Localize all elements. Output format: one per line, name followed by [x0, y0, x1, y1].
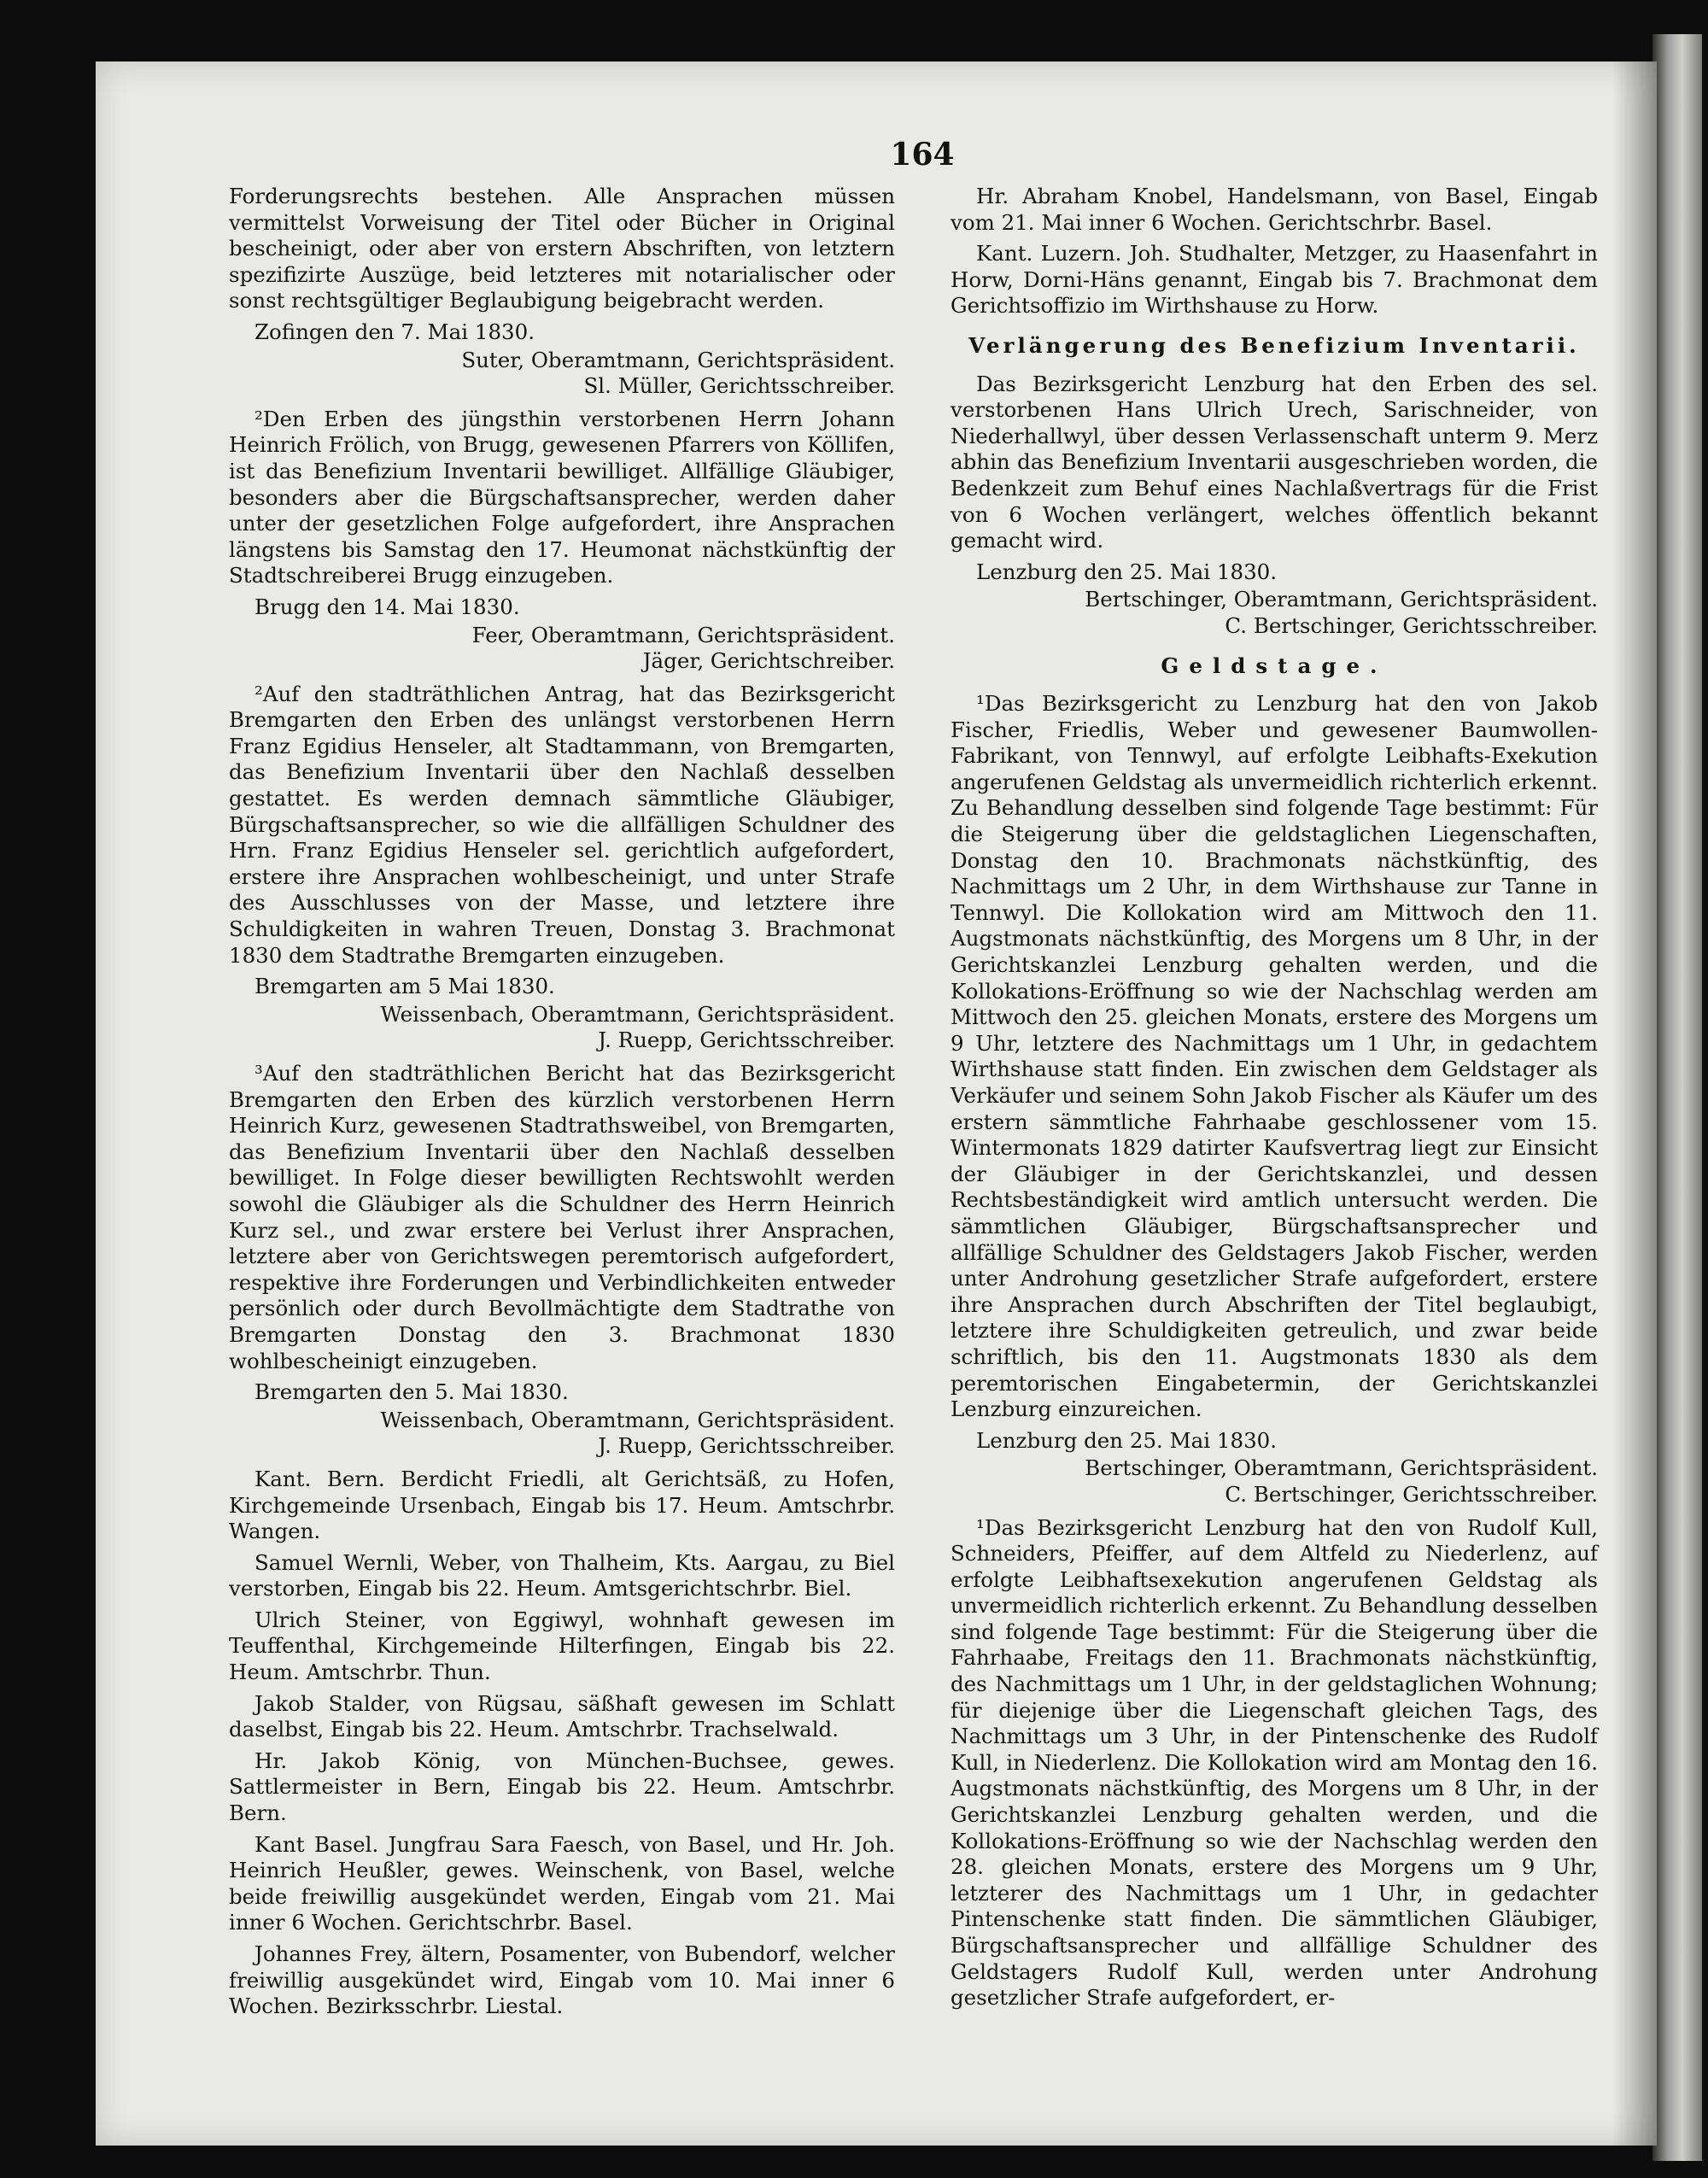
- signature: Weissenbach, Oberamtmann, Gerichtspräsident.: [380, 1407, 895, 1432]
- paragraph: Samuel Wernli, Weber, von Thalheim, Kts. Aargau, zu Biel verstorben, Eingab bis 22. Heum. Amtsgerichtschrbr. Biel.: [229, 1549, 895, 1601]
- paragraph: Das Bezirksgericht Lenzburg hat den Erben des sel. verstorbenen Hans Ulrich Urech, Sarischneider, von Niederhallwyl, über dessen Verlassenschaft unterm 9. Merz abhin das Benefizium Inventarii ausgeschrieben worden, die Bedenkzeit zum Behuf eines Nachlaßvertrags für die Frist von 6 Wochen verlängert, welches öffentlich bekannt gemacht wird.: [951, 371, 1598, 553]
- date-line: Brugg den 14. Mai 1830.: [254, 594, 520, 619]
- paragraph: Johannes Frey, ältern, Posamenter, von Bubendorf, welcher freiwillig ausgekündet wird, Eingab vom 10. Mai inner 6 Wochen. Bezirksschrbr. Liestal.: [229, 1941, 895, 2019]
- date-line: Zofingen den 7. Mai 1830.: [254, 319, 535, 344]
- signature: C. Bertschinger, Gerichtsschreiber.: [1225, 612, 1598, 638]
- paragraph: Kant Basel. Jungfrau Sara Faesch, von Basel, und Hr. Joh. Heinrich Heußler, gewes. Weinschenk, von Basel, welche beide freiwillig ausgekündet werden, Eingab vom 21. Mai inner 6 Wochen. Gerichtschrbr. Basel.: [229, 1831, 895, 1935]
- date-line: Bremgarten am 5 Mai 1830.: [254, 974, 555, 999]
- paragraph: ³Auf den stadträthlichen Bericht hat das Bezirksgericht Bremgarten den Erben des kürzlich verstorbenen Herrn Heinrich Kurz, gewesenen Stadtrathsweibel, von Bremgarten, das Benefizium Inventarii über den Nachlaß desselben bewilliget. In Folge dieser bewilligten Rechtswohlt werden sowohl die Gläubiger als die Schuldner des Herrn Heinrich Kurz sel., und zwar erstere bei Verlust ihrer Ansprachen, letztere aber von Gerichtswegen peremtorisch aufgefordert, respektive ihre Forderungen und Verbindlichkeiten entweder persönlich oder durch Bevollmächtigte dem Stadtrathe von Bremgarten Donstag den 3. Brachmonat 1830 wohlbescheinigt einzugeben.: [229, 1061, 895, 1373]
- paragraph: Kant. Luzern. Joh. Studhalter, Metzger, zu Haasenfahrt in Horw, Dorni-Häns genannt, Eingab bis 7. Brachmonat dem Gerichtsoffizio im Wirthshause zu Horw.: [951, 241, 1598, 319]
- paragraph: Kant. Bern. Berdicht Friedli, alt Gerichtsäß, zu Hofen, Kirchgemeinde Ursenbach, Eingab bis 17. Heum. Amtschrbr. Wangen.: [229, 1466, 895, 1544]
- paragraph: Hr. Jakob König, von München-Buchsee, gewes. Sattlermeister in Bern, Eingab bis 22. Heum. Amtschrbr. Bern.: [229, 1748, 895, 1826]
- page-number: 164: [890, 137, 955, 173]
- date-line: Lenzburg den 25. Mai 1830.: [976, 1427, 1278, 1453]
- signature: Bertschinger, Oberamtmann, Gerichtspräsident.: [1085, 587, 1598, 612]
- date-line: Bremgarten den 5. Mai 1830.: [254, 1379, 569, 1405]
- paragraph: ¹Das Bezirksgericht Lenzburg hat den von Rudolf Kull, Schneiders, Pfeiffer, auf dem Altfeld zu Niederlenz, auf erfolgte Leibhaftsexekution angerufenen Geldstag als unvermeidlich richterlich erkennt. Zu Behandlung desselben sind folgende Tage bestimmt: Für die Steigerung über die Fahrhaabe, Freitags den 11. Brachmonats nächstkünftig, des Nachmittags um 1 Uhr, in der geldstaglichen Wohnung; für diejenige über die Liegenschaft gleichen Tags, des Nachmittags um 3 Uhr, in der Pintenschenke des Rudolf Kull, in Niederlenz. Die Kollokation wird am Montag den 16. Augstmonats nächstkünftig, des Morgens um 8 Uhr, in der Gerichtskanzlei Lenzburg gehalten werden, und die Kollokations-Eröffnung so wie der Nachschlag werden den 28. gleichen Monats, erstere des Morgens um 9 Uhr, letzterer des Nachmittags um 1 Uhr, in gedachter Pintenschenke statt finden. Die sämmtlichen Gläubiger, Bürgschaftsansprecher und allfällige Schuldner des Geldstagers Rudolf Kull, werden unter Androhung gesetzlicher Strafe aufgefordert, er-: [951, 1514, 1598, 2011]
- section-heading: Geldstage.: [1161, 653, 1388, 678]
- section-heading: Verlängerung des Benefizium Inventarii.: [968, 332, 1580, 358]
- signature: Suter, Oberamtmann, Gerichtspräsident.: [461, 347, 895, 372]
- signature: J. Ruepp, Gerichtsschreiber.: [598, 1433, 895, 1459]
- paragraph: Forderungsrechts bestehen. Alle Ansprachen müssen vermittelst Vorweisung der Titel oder Bücher in Original bescheinigt, oder aber von erstern Abschriften, von letztern spezifizirte Auszüge, beid letzteres mit notarialischer oder sonst rechtsgültiger Beglaubigung beigebracht werden.: [229, 184, 895, 313]
- paragraph: Ulrich Steiner, von Eggiwyl, wohnhaft gewesen im Teuffenthal, Kirchgemeinde Hilterfingen, Eingab bis 22. Heum. Amtschrbr. Thun.: [229, 1607, 895, 1685]
- signature: J. Ruepp, Gerichtsschreiber.: [598, 1028, 895, 1053]
- signature: Bertschinger, Oberamtmann, Gerichtspräsident.: [1085, 1455, 1598, 1481]
- date-line: Lenzburg den 25. Mai 1830.: [976, 559, 1278, 584]
- signature: Jäger, Gerichtschreiber.: [642, 648, 895, 674]
- adjacent-page-edge: [1652, 34, 1702, 2161]
- paragraph: Hr. Abraham Knobel, Handelsmann, von Basel, Eingab vom 21. Mai inner 6 Wochen. Gerichtschrbr. Basel.: [951, 184, 1598, 235]
- signature: C. Bertschinger, Gerichtsschreiber.: [1225, 1481, 1598, 1507]
- left-column: [229, 184, 895, 2025]
- paragraph: ²Auf den stadträthlichen Antrag, hat das Bezirksgericht Bremgarten den Erben des unlängst verstorbenen Herrn Franz Egidius Henseler, alt Stadtammann, von Bremgarten, das Benefizium Inventarii über den Nachlaß desselben gestattet. Es werden demnach sämmtliche Gläubiger, Bürgschaftsansprecher, so wie die allfälligen Schuldner des Hrn. Franz Egidius Henseler sel. gerichtlich aufgefordert, erstere ihre Ansprachen wohlbescheinigt, und unter Strafe des Ausschlusses von der Masse, und letztere ihre Schuldigkeiten in wahren Treuen, Donstag 3. Brachmonat 1830 dem Stadtrathe Bremgarten einzugeben.: [229, 681, 895, 968]
- paragraph: ²Den Erben des jüngsthin verstorbenen Herrn Johann Heinrich Frölich, von Brugg, gewesenen Pfarrers von Köllifen, ist das Benefizium Inventarii bewilliget. Allfällige Gläubiger, besonders aber die Bürgschaftsansprecher, werden daher unter der gesetzlichen Folge aufgefordert, ihre Ansprachen längstens bis Samstag den 17. Heumonat nächstkünftig der Stadtschreiberei Brugg einzugeben.: [229, 406, 895, 588]
- binding-shadow: [1612, 61, 1657, 2146]
- signature: Feer, Oberamtmann, Gerichtspräsident.: [471, 622, 895, 647]
- right-column: [951, 184, 1598, 2017]
- paragraph: Jakob Stalder, von Rügsau, säßhaft gewesen im Schlatt daselbst, Eingab bis 22. Heum. Amtschrbr. Trachselwald.: [229, 1690, 895, 1742]
- paragraph: ¹Das Bezirksgericht zu Lenzburg hat den von Jakob Fischer, Friedlis, Weber und gewesener Baumwollen-Fabrikant, von Tennwyl, auf erfolgte Leibhafts-Exekution angerufenen Geldstag als unvermeidlich richterlich erkennt. Zu Behandlung desselben sind folgende Tage bestimmt: Für die Steigerung über die geldstaglichen Liegenschaften, Donstag den 10. Brachmonats nächstkünftig, des Nachmittags um 2 Uhr, in dem Wirthshause zur Tanne in Tennwyl. Die Kollokation wird am Mittwoch den 11. Augstmonats nächstkünftig, des Morgens um 8 Uhr, in der Gerichtskanzlei Lenzburg gehalten werden, und die Kollokations-Eröffnung so wie der Nachschlag werden am Mittwoch den 25. gleichen Monats, erstere des Morgens um 9 Uhr, letztere des Nachmittags um 1 Uhr, in gedachtem Wirthshause statt finden. Ein zwischen dem Geldstager als Verkäufer und seinem Sohn Jakob Fischer als Käufer um des erstern sämmtliche Fahrhaabe geschlossener vom 15. Wintermonats 1829 datirter Kaufsvertrag liegt zur Einsicht der Gläubiger in der Gerichtskanzlei, und dessen Rechtsbeständigkeit wird amtlich untersucht werden. Die sämmtlichen Gläubiger, Bürgschaftsansprecher und allfällige Schuldner des Geldstagers Jakob Fischer, werden unter Androhung gesetzlicher Strafe aufgefordert, erstere ihre Ansprachen durch Abschriften der Titel beglaubigt, letztere ihre Schuldigkeiten getreulich, und zwar beide schriftlich, bis den 11. Augstmonats 1830 als dem peremtorischen Eingabetermin, der Gerichtskanzlei Lenzburg einzureichen.: [951, 691, 1598, 1422]
- signature: Sl. Müller, Gerichtsschreiber.: [583, 373, 895, 399]
- signature: Weissenbach, Oberamtmann, Gerichtspräsident.: [380, 1001, 895, 1027]
